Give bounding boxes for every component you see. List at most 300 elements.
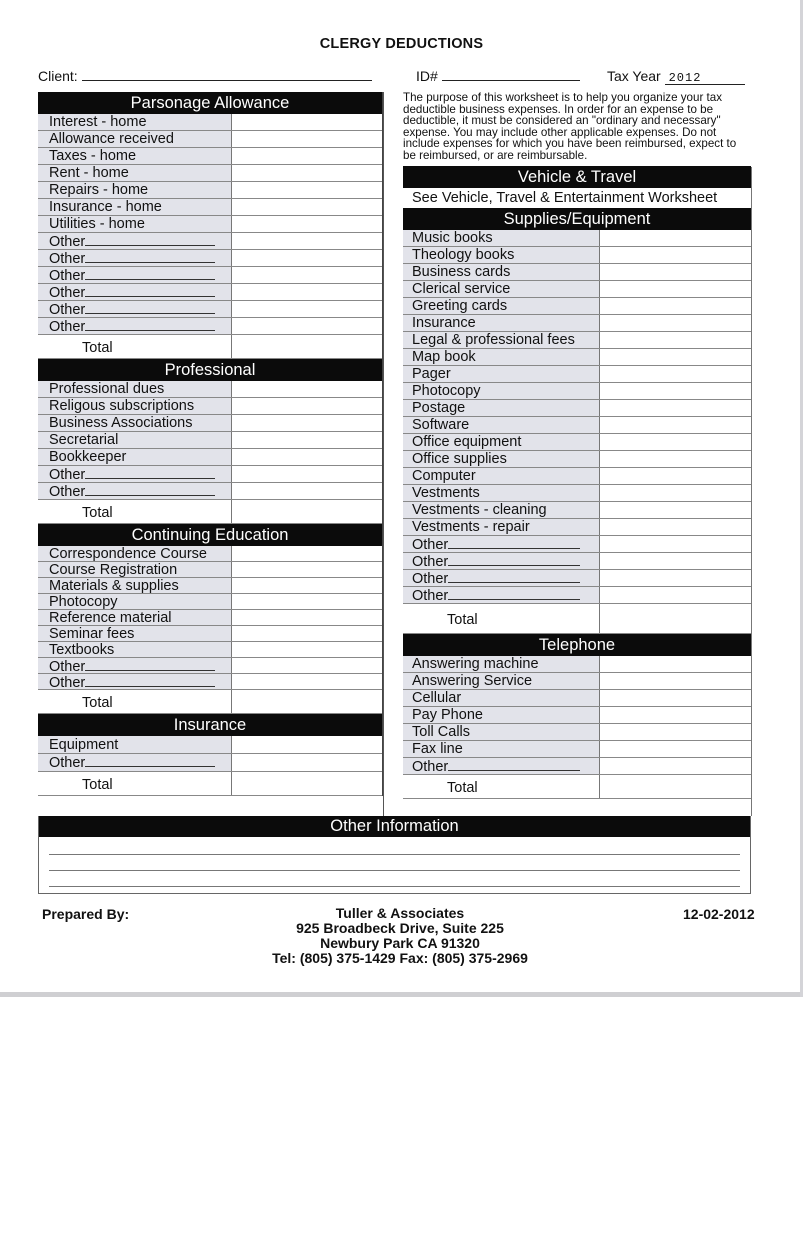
expense-label <box>403 741 600 757</box>
expense-row <box>403 724 751 741</box>
amount-cell[interactable] <box>232 415 382 431</box>
amount-cell[interactable] <box>232 483 382 499</box>
expense-label <box>38 301 232 317</box>
expense-row <box>38 466 382 483</box>
expense-label <box>403 315 600 331</box>
amount-cell[interactable] <box>600 332 751 348</box>
expense-label-text: Reference material <box>49 610 172 625</box>
id-input-line[interactable] <box>442 68 580 81</box>
expense-label <box>403 758 600 774</box>
amount-cell[interactable] <box>232 165 382 181</box>
other-description-line[interactable] <box>85 250 215 263</box>
amount-cell[interactable] <box>600 434 751 450</box>
amount-cell[interactable] <box>600 468 751 484</box>
amount-cell[interactable] <box>600 485 751 501</box>
continuing-education-heading: Continuing Education <box>38 524 382 546</box>
expense-row <box>403 366 751 383</box>
amount-cell[interactable] <box>232 562 382 577</box>
amount-cell[interactable] <box>232 736 382 753</box>
expense-label-text: Textbooks <box>49 642 115 657</box>
other-description-line[interactable] <box>85 267 215 280</box>
expense-label <box>38 626 232 641</box>
expense-row <box>403 485 751 502</box>
expense-label-text: Equipment <box>49 737 119 753</box>
expense-label-text: Seminar fees <box>49 626 135 641</box>
expense-label-text: Map book <box>412 349 476 365</box>
amount-cell[interactable] <box>600 400 751 416</box>
expense-row <box>38 131 382 148</box>
prepared-date: 12-02-2012 <box>683 906 755 922</box>
other-description-line[interactable] <box>448 536 580 549</box>
vehicle-travel-note-row <box>403 188 751 208</box>
expense-row <box>38 562 382 578</box>
expense-label-text: Music books <box>412 230 493 246</box>
expense-label <box>403 468 600 484</box>
expense-row <box>403 332 751 349</box>
total-label: Total <box>38 772 232 795</box>
expense-label-text: Bookkeeper <box>49 449 127 465</box>
expense-label-text: Other <box>412 759 449 774</box>
amount-cell[interactable] <box>600 298 751 314</box>
amount-cell[interactable] <box>232 610 382 625</box>
supplies-heading: Supplies/Equipment <box>403 208 751 230</box>
client-field[interactable] <box>38 68 372 84</box>
expense-label <box>403 400 600 416</box>
expense-label <box>38 131 232 147</box>
expense-label-text: Professional dues <box>49 381 165 397</box>
expense-label <box>403 587 600 603</box>
expense-label <box>38 267 232 283</box>
prepared-by-label: Prepared By: <box>42 906 130 922</box>
expense-label-text: Other <box>49 319 86 334</box>
expense-label-text: Legal & professional fees <box>412 332 575 348</box>
amount-cell[interactable] <box>600 553 751 569</box>
amount-cell[interactable] <box>600 707 751 723</box>
amount-cell[interactable] <box>232 131 382 147</box>
amount-cell[interactable] <box>600 690 751 706</box>
expense-label-text: Secretarial <box>49 432 119 448</box>
expense-label-text: Answering machine <box>412 656 539 672</box>
expense-row <box>38 216 382 233</box>
expense-label-text: Course Registration <box>49 562 178 577</box>
left-column <box>38 92 383 796</box>
expense-row <box>403 758 751 775</box>
amount-cell[interactable] <box>232 318 382 334</box>
other-description-line[interactable] <box>85 658 215 671</box>
amount-cell[interactable] <box>600 587 751 603</box>
expense-label-text: Other <box>49 234 86 249</box>
expense-row <box>38 165 382 182</box>
expense-label-text: Other <box>412 588 449 603</box>
expense-label <box>38 483 232 499</box>
expense-label <box>38 642 232 657</box>
amount-cell[interactable] <box>232 432 382 448</box>
purpose-text: The purpose of this worksheet is to help you organize your tax deductible business expenses. In order for an expense to be deductible, it must be considered an "ordinary and necessary" expense. You may include other applicable expenses. Do not include expenses for which you have been reimbursed, expect to be reimbursed, or are reimbursable. <box>403 91 737 162</box>
parsonage-heading: Parsonage Allowance <box>38 92 382 114</box>
other-description-line[interactable] <box>448 570 580 583</box>
other-description-line[interactable] <box>448 758 580 771</box>
professional-heading: Professional <box>38 359 382 381</box>
expense-row <box>38 284 382 301</box>
total-label: Total <box>38 690 232 713</box>
expense-label-text: Correspondence Course <box>49 546 207 561</box>
vehicle-travel-note: See Vehicle, Travel & Entertainment Worksheet <box>412 190 718 206</box>
expense-label <box>403 536 600 552</box>
expense-row <box>403 741 751 758</box>
expense-label <box>403 383 600 399</box>
expense-label-text: Rent - home <box>49 165 129 181</box>
expense-label <box>38 466 232 482</box>
amount-cell[interactable] <box>232 449 382 465</box>
expense-label <box>403 656 600 672</box>
expense-label-text: Fax line <box>412 741 463 757</box>
amount-cell[interactable] <box>232 284 382 300</box>
client-input-line[interactable] <box>82 68 372 81</box>
expense-row <box>38 148 382 165</box>
expense-label <box>403 707 600 723</box>
expense-label <box>403 690 600 706</box>
expense-row <box>403 690 751 707</box>
other-description-line[interactable] <box>85 754 215 767</box>
expense-label <box>38 199 232 215</box>
amount-cell[interactable] <box>232 199 382 215</box>
expense-label-text: Other <box>49 755 86 771</box>
amount-cell[interactable] <box>232 658 382 673</box>
tax-year-label: Tax Year <box>607 68 661 84</box>
amount-cell[interactable] <box>232 250 382 266</box>
expense-label-text: Photocopy <box>412 383 481 399</box>
amount-cell[interactable] <box>600 656 751 672</box>
expense-label-text: Religous subscriptions <box>49 398 195 414</box>
amount-cell[interactable] <box>600 673 751 689</box>
expense-row <box>403 349 751 366</box>
expense-label <box>38 216 232 232</box>
expense-label <box>403 247 600 263</box>
total-amount-cell[interactable] <box>600 775 751 798</box>
expense-row <box>38 736 382 754</box>
expense-row <box>403 707 751 724</box>
total-row <box>38 690 382 714</box>
other-description-line[interactable] <box>85 301 215 314</box>
expense-row <box>403 383 751 400</box>
expense-label-text: Clerical service <box>412 281 511 297</box>
expense-row <box>403 468 751 485</box>
expense-row <box>38 267 382 284</box>
amount-cell[interactable] <box>600 570 751 586</box>
firm-contact: Tel: (805) 375-1429 Fax: (805) 375-2969 <box>272 950 528 966</box>
expense-label-text: Software <box>412 417 470 433</box>
expense-label <box>38 415 232 431</box>
expense-row <box>38 449 382 466</box>
total-label: Total <box>38 335 232 358</box>
other-description-line[interactable] <box>448 587 580 600</box>
firm-address-line2: Newbury Park CA 91320 <box>320 935 480 951</box>
expense-label-text: Business Associations <box>49 415 193 431</box>
amount-cell[interactable] <box>232 754 382 771</box>
vehicle-travel-heading: Vehicle & Travel <box>403 166 751 188</box>
total-amount-cell[interactable] <box>600 604 751 633</box>
expense-label-text: Other <box>412 571 449 586</box>
expense-label-text: Office supplies <box>412 451 507 467</box>
firm-name: Tuller & Associates <box>335 905 465 921</box>
expense-label <box>403 570 600 586</box>
expense-label <box>403 366 600 382</box>
amount-cell[interactable] <box>232 466 382 482</box>
expense-label <box>38 318 232 334</box>
expense-label <box>403 673 600 689</box>
expense-label-text: Repairs - home <box>49 182 149 198</box>
parsonage-section <box>38 114 382 359</box>
expense-label-text: Office equipment <box>412 434 522 450</box>
amount-cell[interactable] <box>600 366 751 382</box>
amount-cell[interactable] <box>600 451 751 467</box>
expense-label <box>403 724 600 740</box>
expense-label-text: Pay Phone <box>412 707 483 723</box>
tax-year-field[interactable] <box>607 68 745 85</box>
expense-label-text: Utilities - home <box>49 216 145 232</box>
amount-cell[interactable] <box>232 182 382 198</box>
amount-cell[interactable] <box>232 674 382 689</box>
amount-cell[interactable] <box>232 233 382 249</box>
expense-label <box>38 432 232 448</box>
amount-cell[interactable] <box>232 381 382 397</box>
expense-label <box>38 182 232 198</box>
amount-cell[interactable] <box>600 281 751 297</box>
expense-label <box>403 281 600 297</box>
professional-section <box>38 381 382 524</box>
expense-label-text: Other <box>49 675 86 689</box>
expense-row <box>38 610 382 626</box>
other-description-line[interactable] <box>85 284 215 297</box>
insurance-heading: Insurance <box>38 714 382 736</box>
expense-row <box>38 415 382 432</box>
expense-label <box>38 546 232 561</box>
telephone-heading: Telephone <box>403 634 751 656</box>
expense-label-text: Other <box>49 659 86 673</box>
expense-label-text: Answering Service <box>412 673 533 689</box>
expense-label <box>403 264 600 280</box>
expense-label <box>38 658 232 673</box>
expense-row <box>403 434 751 451</box>
amount-cell[interactable] <box>232 642 382 657</box>
expense-label-text: Interest - home <box>49 114 147 130</box>
amount-cell[interactable] <box>600 315 751 331</box>
amount-cell[interactable] <box>600 502 751 518</box>
expense-label <box>403 519 600 535</box>
expense-label-text: Computer <box>412 468 476 484</box>
amount-cell[interactable] <box>232 267 382 283</box>
expense-row <box>403 230 751 247</box>
other-description-line[interactable] <box>448 553 580 566</box>
expense-label-text: Insurance <box>412 315 476 331</box>
amount-cell[interactable] <box>232 114 382 130</box>
expense-label-text: Other <box>49 268 86 283</box>
expense-row <box>38 381 382 398</box>
expense-row <box>403 656 751 673</box>
total-amount-cell[interactable] <box>232 690 382 713</box>
amount-cell[interactable] <box>600 519 751 535</box>
expense-label <box>38 114 232 130</box>
other-description-line[interactable] <box>85 233 215 246</box>
insurance-section <box>38 736 382 796</box>
expense-label-text: Other <box>49 251 86 266</box>
other-information-box <box>38 816 751 894</box>
expense-label <box>403 230 600 246</box>
expense-row <box>403 587 751 604</box>
expense-row <box>38 578 382 594</box>
expense-label-text: Business cards <box>412 264 511 280</box>
amount-cell[interactable] <box>600 758 751 774</box>
expense-label-text: Vestments - repair <box>412 519 530 535</box>
other-information-heading: Other Information <box>39 816 750 837</box>
client-label: Client: <box>38 68 78 84</box>
supplies-section <box>403 230 751 634</box>
expense-label <box>38 578 232 593</box>
expense-row <box>403 315 751 332</box>
expense-row <box>403 451 751 468</box>
expense-label <box>38 148 232 164</box>
expense-row <box>403 417 751 434</box>
expense-row <box>38 594 382 610</box>
expense-label-text: Other <box>412 537 449 552</box>
expense-row <box>38 301 382 318</box>
expense-label-text: Materials & supplies <box>49 578 179 593</box>
expense-label <box>403 349 600 365</box>
tax-year-value[interactable]: 2012 <box>665 71 745 85</box>
total-row <box>403 604 751 634</box>
expense-label-text: Insurance - home <box>49 199 162 215</box>
expense-label <box>38 674 232 689</box>
expense-label <box>403 485 600 501</box>
expense-row <box>38 674 382 690</box>
amount-cell[interactable] <box>600 741 751 757</box>
expense-label-text: Allowance received <box>49 131 174 147</box>
right-column <box>403 92 751 799</box>
other-description-line[interactable] <box>85 674 215 687</box>
total-row <box>38 335 382 359</box>
expense-label <box>403 332 600 348</box>
expense-label-text: Other <box>412 554 449 569</box>
expense-row <box>403 247 751 264</box>
expense-row <box>38 432 382 449</box>
worksheet-columns <box>38 92 751 816</box>
expense-label-text: Photocopy <box>49 594 118 609</box>
amount-cell[interactable] <box>600 349 751 365</box>
expense-label <box>403 502 600 518</box>
amount-cell[interactable] <box>232 594 382 609</box>
expense-row <box>403 400 751 417</box>
expense-row <box>403 502 751 519</box>
expense-label-text: Cellular <box>412 690 462 706</box>
notes-line[interactable] <box>49 886 740 887</box>
total-label: Total <box>403 775 600 798</box>
expense-row <box>38 250 382 267</box>
expense-row <box>38 626 382 642</box>
amount-cell[interactable] <box>600 230 751 246</box>
page-title: CLERGY DEDUCTIONS <box>319 36 484 52</box>
amount-cell[interactable] <box>232 148 382 164</box>
amount-cell[interactable] <box>600 724 751 740</box>
expense-label <box>403 451 600 467</box>
right-border <box>751 167 752 816</box>
amount-cell[interactable] <box>232 578 382 593</box>
expense-row <box>403 264 751 281</box>
amount-cell[interactable] <box>232 546 382 561</box>
expense-label <box>38 449 232 465</box>
amount-cell[interactable] <box>232 398 382 414</box>
total-row <box>403 775 751 799</box>
total-label: Total <box>403 604 600 633</box>
expense-label-text: Vestments - cleaning <box>412 502 547 518</box>
total-label: Total <box>38 500 232 523</box>
total-row <box>38 500 382 524</box>
expense-label <box>38 165 232 181</box>
expense-row <box>403 553 751 570</box>
expense-label <box>38 398 232 414</box>
other-description-line[interactable] <box>85 466 215 479</box>
firm-address-line1: 925 Broadbeck Drive, Suite 225 <box>296 920 504 936</box>
expense-label-text: Greeting cards <box>412 298 508 314</box>
id-field[interactable] <box>416 68 580 84</box>
amount-cell[interactable] <box>232 301 382 317</box>
total-amount-cell[interactable] <box>232 500 382 523</box>
expense-label-text: Taxes - home <box>49 148 137 164</box>
expense-row <box>38 114 382 131</box>
expense-label <box>403 553 600 569</box>
total-row <box>38 772 382 796</box>
expense-row <box>38 483 382 500</box>
expense-label <box>38 233 232 249</box>
amount-cell[interactable] <box>232 626 382 641</box>
expense-row <box>38 546 382 562</box>
amount-cell[interactable] <box>600 383 751 399</box>
expense-label-text: Other <box>49 285 86 300</box>
expense-label-text: Vestments <box>412 485 480 501</box>
expense-row <box>38 398 382 415</box>
total-amount-cell[interactable] <box>232 772 382 795</box>
total-amount-cell[interactable] <box>232 335 382 358</box>
expense-row <box>38 233 382 250</box>
expense-row <box>38 754 382 772</box>
expense-label-text: Other <box>49 484 86 499</box>
expense-label <box>38 284 232 300</box>
amount-cell[interactable] <box>232 216 382 232</box>
amount-cell[interactable] <box>600 417 751 433</box>
expense-label <box>38 736 232 753</box>
expense-label-text: Toll Calls <box>412 724 471 740</box>
expense-row <box>403 281 751 298</box>
expense-row <box>38 318 382 335</box>
other-description-line[interactable] <box>85 483 215 496</box>
amount-cell[interactable] <box>600 247 751 263</box>
expense-label <box>38 754 232 771</box>
expense-label <box>403 434 600 450</box>
expense-label <box>403 298 600 314</box>
expense-label <box>38 594 232 609</box>
expense-label-text: Theology books <box>412 247 515 263</box>
amount-cell[interactable] <box>600 536 751 552</box>
amount-cell[interactable] <box>600 264 751 280</box>
expense-row <box>38 642 382 658</box>
id-label: ID# <box>416 68 438 84</box>
other-description-line[interactable] <box>85 318 215 331</box>
expense-label-text: Other <box>49 467 86 482</box>
expense-row <box>403 673 751 690</box>
expense-row <box>403 570 751 587</box>
continuing-education-section <box>38 546 382 714</box>
expense-label <box>38 562 232 577</box>
expense-row <box>403 298 751 315</box>
